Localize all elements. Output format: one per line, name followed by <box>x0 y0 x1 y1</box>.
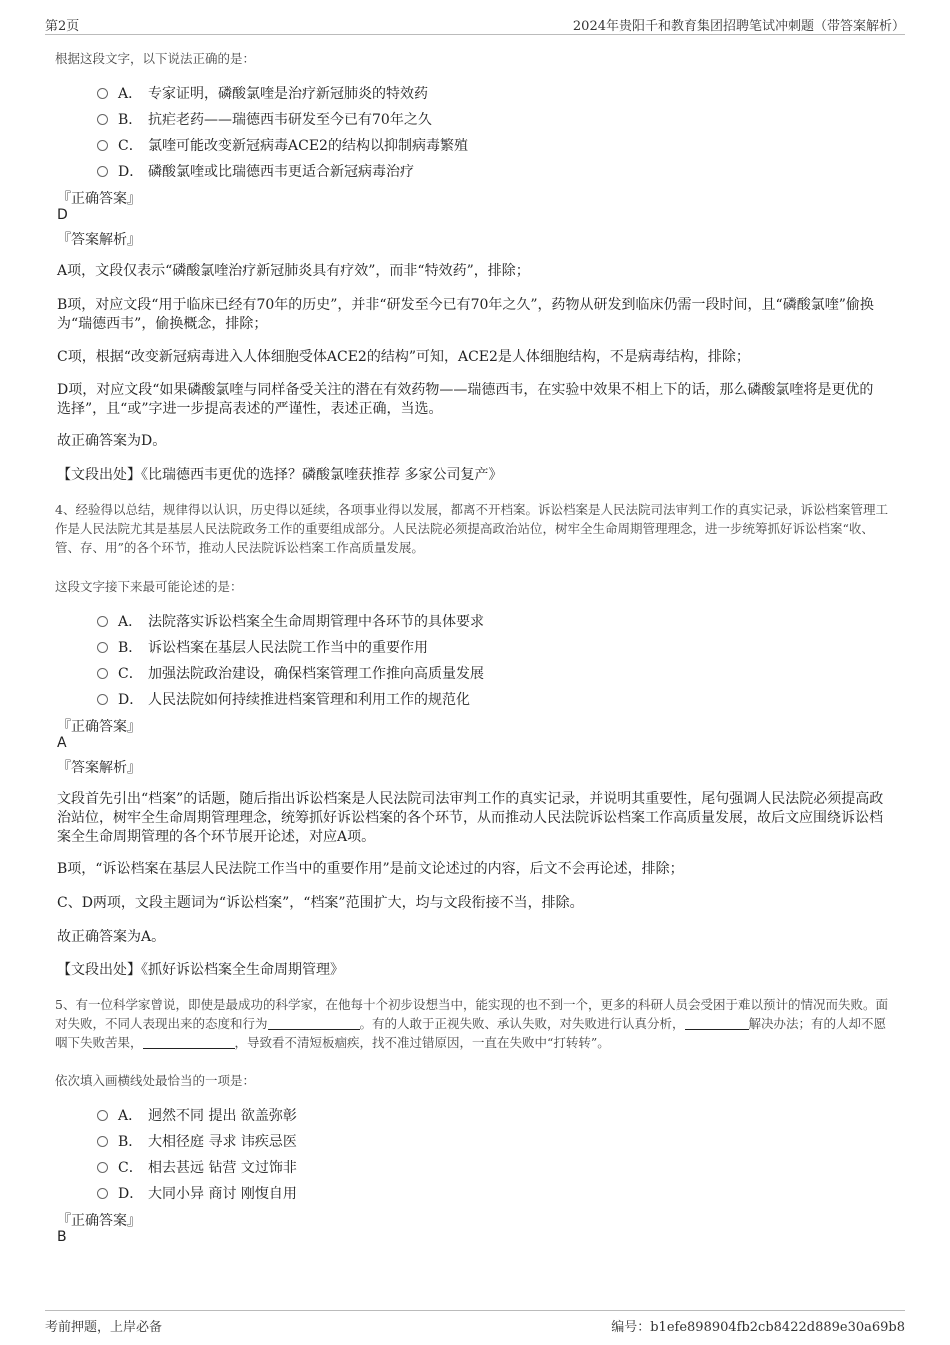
q3-prompt: 根据这段文字，以下说法正确的是： <box>55 51 256 66</box>
q5-option-a[interactable]: A． 迥然不同 提出 欲盖弥彰 <box>97 1105 297 1125</box>
q5-answer: B <box>57 1229 67 1245</box>
q5-option-d[interactable]: D． 大同小异 商讨 刚愎自用 <box>97 1183 297 1203</box>
q5-answer-label: 『正确答案』 <box>57 1213 141 1229</box>
radio-icon[interactable] <box>97 1136 108 1147</box>
q4-option-b[interactable]: B． 诉讼档案在基层人民法院工作当中的重要作用 <box>97 637 428 657</box>
q4-analysis-label: 『答案解析』 <box>57 760 141 776</box>
q3-answer: D <box>57 207 68 223</box>
radio-icon[interactable] <box>97 166 108 177</box>
q5-prompt: 依次填入画横线处最恰当的一项是： <box>55 1073 256 1088</box>
q4-option-a[interactable]: A． 法院落实诉讼档案全生命周期管理中各环节的具体要求 <box>97 611 484 631</box>
footer-slogan: 考前押题，上岸必备 <box>45 1320 163 1335</box>
q4-analysis-main: 文段首先引出“档案”的话题，随后指出诉讼档案是人民法院司法审判工作的真实记录，并说明其重要性，尾句强调人民法院必须提高政治站位，树牢全生命周期管理理念，统筹抓好诉讼档案的各个环节，从而推动人民法院诉讼档案工作高质量发展，故后文应围绕诉讼档案全生命周期管理的各个环节展开论述，对应A项。 <box>57 791 884 845</box>
page-number: 第2页 <box>45 19 80 34</box>
radio-icon[interactable] <box>97 616 108 627</box>
q3-analysis-c: C项，根据“改变新冠病毒进入人体细胞受体ACE2的结构”可知，ACE2是人体细胞结构，不是病毒结构，排除； <box>57 349 750 365</box>
radio-icon[interactable] <box>97 1162 108 1173</box>
q3-option-d[interactable]: D． 磷酸氯喹或比瑞德西韦更适合新冠病毒治疗 <box>97 161 414 181</box>
q4-option-c[interactable]: C． 加强法院政治建设，确保档案管理工作推向高质量发展 <box>97 663 484 683</box>
q3-option-a[interactable]: A． 专家证明，磷酸氯喹是治疗新冠肺炎的特效药 <box>97 83 428 103</box>
q4-answer: A <box>57 735 67 751</box>
radio-icon[interactable] <box>97 88 108 99</box>
fill-blank-3[interactable] <box>143 1036 235 1049</box>
q4-source: 【文段出处】《抓好诉讼档案全生命周期管理》 <box>57 962 344 978</box>
q5-option-b[interactable]: B． 大相径庭 寻求 讳疾忌医 <box>97 1131 297 1151</box>
document-title: 2024年贵阳千和教育集团招聘笔试冲刺题（带答案解析） <box>572 19 905 34</box>
fill-blank-2[interactable] <box>685 1017 749 1030</box>
q3-analysis-a: A项，文段仅表示“磷酸氯喹治疗新冠肺炎具有疗效”，而非“特效药”，排除； <box>57 263 530 279</box>
q4-answer-label: 『正确答案』 <box>57 719 141 735</box>
q5-stem: 5、有一位科学家曾说，即使是最成功的科学家，在他每十个初步设想当中，能实现的也不到一个，更多的科研人员会受困于难以预计的情况而失败。面对失败，不同人表现出来的态度和行为 。有的人敢于正视失败、承认失败，对失败进行认真分析， 解决办法；有的人却不愿咽下失败苦果， ，导致看不清短板痼疾，找不准过错原因，一直在失败中“打转转”。 <box>55 997 888 1050</box>
q3-analysis-label: 『答案解析』 <box>57 232 141 248</box>
q4-analysis-cd: C、D两项，文段主题词为“诉讼档案”，“档案”范围扩大，均与文段衔接不当，排除。 <box>57 895 584 911</box>
radio-icon[interactable] <box>97 668 108 679</box>
q4-analysis-b: B项，“诉讼档案在基层人民法院工作当中的重要作用”是前文论述过的内容，后文不会再论述，排除； <box>57 861 684 877</box>
radio-icon[interactable] <box>97 140 108 151</box>
q3-option-c[interactable]: C． 氯喹可能改变新冠病毒ACE2的结构以抑制病毒繁殖 <box>97 135 468 155</box>
document-id: 编号：b1efe898904fb2cb8422d889e30a69b8 <box>611 1320 905 1335</box>
q3-option-b[interactable]: B． 抗疟老药——瑞德西韦研发至今已有70年之久 <box>97 109 432 129</box>
q3-conclusion: 故正确答案为D。 <box>57 433 167 449</box>
q3-analysis-b: B项，对应文段“用于临床已经有70年的历史”，并非“研发至今已有70年之久”，药物从研发到临床仍需一段时间，且“磷酸氯喹”偷换为“瑞德西韦”，偷换概念，排除； <box>57 297 874 332</box>
q4-stem: 4、经验得以总结，规律得以认识，历史得以延续，各项事业得以发展，都离不开档案。诉讼档案是人民法院司法审判工作的真实记录，诉讼档案管理工作是人民法院尤其是基层人民法院政务工作的重要组成部分。人民法院必须提高政治站位，树牢全生命周期管理理念，进一步统筹抓好诉讼档案“收、管、存、用”的各个环节，推动人民法院诉讼档案工作高质量发展。 <box>55 502 888 555</box>
radio-icon[interactable] <box>97 694 108 705</box>
radio-icon[interactable] <box>97 1188 108 1199</box>
q3-analysis-d: D项，对应文段“如果磷酸氯喹与同样备受关注的潜在有效药物——瑞德西韦，在实验中效果不相上下的话，那么磷酸氯喹将是更优的选择”，且“或”字进一步提高表述的严谨性，表述正确，当选。 <box>57 382 874 417</box>
q4-prompt: 这段文字接下来最可能论述的是： <box>55 579 243 594</box>
radio-icon[interactable] <box>97 642 108 653</box>
q4-option-d[interactable]: D． 人民法院如何持续推进档案管理和利用工作的规范化 <box>97 689 470 709</box>
page-header <box>45 12 905 35</box>
radio-icon[interactable] <box>97 1110 108 1121</box>
page-footer <box>45 1310 905 1335</box>
radio-icon[interactable] <box>97 114 108 125</box>
q3-answer-label: 『正确答案』 <box>57 191 141 207</box>
q4-conclusion: 故正确答案为A。 <box>57 929 166 945</box>
fill-blank-1[interactable] <box>268 1017 360 1030</box>
q3-source: 【文段出处】《比瑞德西韦更优的选择？磷酸氯喹获推荐 多家公司复产》 <box>57 467 503 483</box>
q5-option-c[interactable]: C． 相去甚远 钻营 文过饰非 <box>97 1157 297 1177</box>
